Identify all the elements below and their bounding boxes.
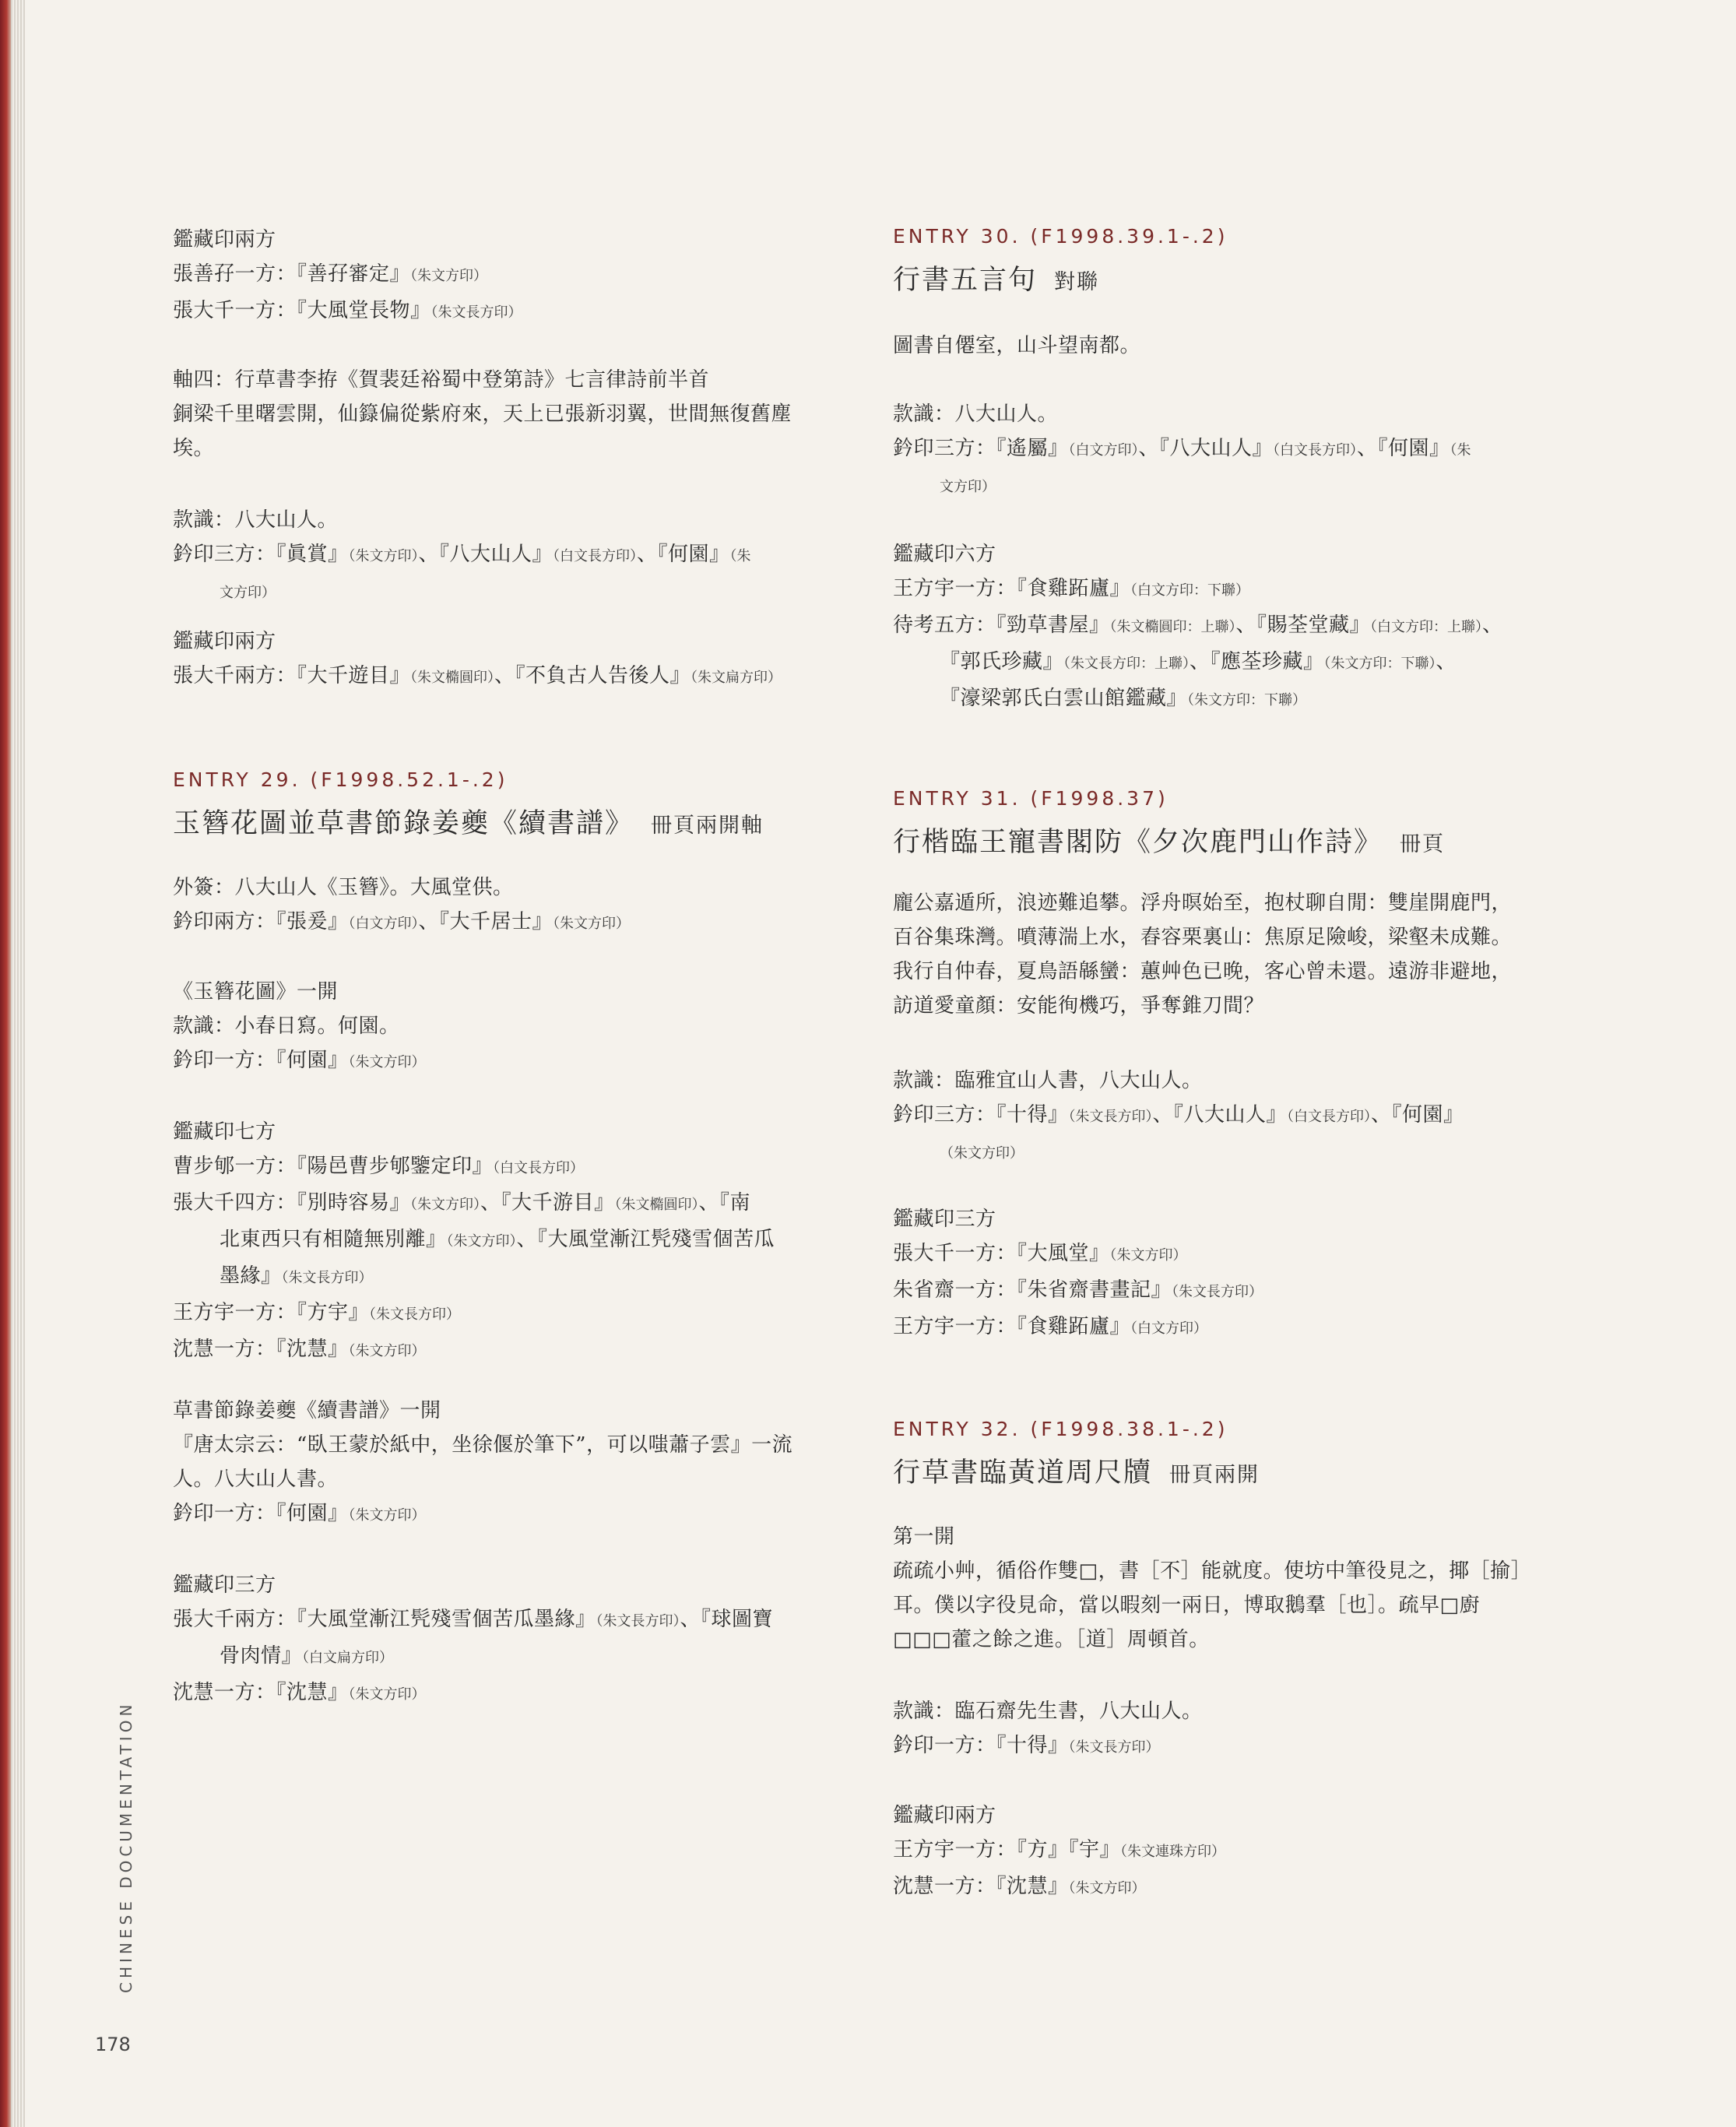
leaf-heading: 《玉簪花圖》一開 (173, 980, 339, 1004)
text-line: □□□藿之餘之進。［道］周頓首。 (893, 1628, 1210, 1651)
seal-line: 墨緣』（朱文長方印） (220, 1264, 373, 1288)
seal-line: 鈐印三方：『眞賞』（朱文方印）、『八大山人』（白文長方印）、『何園』（朱 (173, 543, 751, 566)
seal-line: 張大千兩方：『大千遊目』（朱文橢圓印）、『不負古人告後人』（朱文扁方印） (173, 664, 782, 687)
seal-line: 骨肉情』（白文扁方印） (220, 1644, 394, 1668)
entry-title: 行書五言句 對聯 (893, 265, 1100, 296)
seal-line: 鈐印一方：『十得』（朱文長方印） (893, 1734, 1160, 1757)
seal-list-collectors (893, 537, 1594, 718)
section-side-label: CHINESE DOCUMENTATION (117, 1700, 135, 1993)
seal-list-collectors-1 (173, 223, 873, 330)
inscription-line: 款識：臨雅宜山人書，八大山人。 (893, 1069, 1203, 1092)
entry-format: 冊頁 (1400, 832, 1446, 856)
page-number: 178 (95, 2034, 131, 2055)
seal-line: 張大千四方：『別時容易』（朱文方印）、『大千游目』（朱文橢圓印）、『南 (173, 1191, 751, 1215)
section-heading: 鑑藏印三方 (893, 1208, 996, 1231)
leaf-heading: 第一開 (893, 1525, 955, 1549)
inscription-seals (173, 503, 873, 610)
seal-line: 王方宇一方：『食雞跖廬』（白文方印：下聯） (893, 577, 1250, 600)
seal-list-collectors-4 (173, 1568, 873, 1712)
seal-line: 張大千一方：『大風堂』（朱文方印） (893, 1242, 1187, 1265)
text-line: 疏疏小艸，循俗作雙□，書［不］能就度。使坊中筆役見之，揶［揄］ (893, 1559, 1532, 1583)
text-line: 人。八大山人書。 (173, 1468, 339, 1491)
seal-line: 待考五方：『勁草書屋』（朱文橢圓印：上聯）、『賜荃堂藏』（白文方印：上聯）、 (893, 613, 1503, 637)
seal-line: 沈慧一方：『沈慧』（朱文方印） (893, 1875, 1146, 1898)
poem-text (893, 886, 1594, 1023)
entry-title: 行楷臨王寵書閣防《夕次鹿門山作詩》 冊頁 (893, 827, 1446, 858)
poem-line: 埃。 (173, 437, 215, 460)
section-heading: 鑑藏印兩方 (893, 1804, 996, 1827)
label-line: 外簽：八大山人《玉簪》。大風堂供。 (173, 876, 514, 899)
section-heading: 鑑藏印三方 (173, 1573, 276, 1597)
page-edge-leaves (11, 0, 25, 2127)
seal-line: 鈐印兩方：『張爰』（白文方印）、『大千居士』（朱文方印） (173, 910, 631, 933)
entry-32-header (893, 1414, 1594, 1497)
section-heading: 鑑藏印七方 (173, 1120, 276, 1144)
seal-line: 曹步郇一方：『陽邑曹步郇鑒定印』（白文長方印） (173, 1155, 585, 1178)
seal-line: 王方宇一方：『方』『宇』（朱文連珠方印） (893, 1838, 1226, 1862)
seal-line: 鈐印一方：『何園』（朱文方印） (173, 1049, 426, 1072)
seal-line: 鈐印三方：『十得』（朱文長方印）、『八大山人』（白文長方印）、『何園』 (893, 1103, 1464, 1127)
couplet-text (893, 329, 1594, 363)
seal-line: （朱文方印） (940, 1145, 1024, 1162)
section-heading: 鑑藏印兩方 (173, 630, 276, 653)
entry-29-header (173, 765, 873, 848)
poem-line: 百谷集珠灣。噴薄湍上水，舂容栗裏山：焦原足險峻，梁壑未成難。 (893, 926, 1513, 949)
poem-line: 龐公嘉遁所，浪迹難追攀。浮舟暝始至，抱杖聊自閒：雙崖開鹿門， (893, 891, 1513, 915)
seal-list-collectors-2 (173, 624, 873, 695)
poem-line: 我行自仲春，夏鳥語緜蠻：蕙艸色已晚，客心曾未還。遠游非避地， (893, 960, 1513, 983)
entry-number: ENTRY 29. (F1998.52.1-.2) (173, 768, 508, 791)
scroll-four-text (173, 363, 873, 466)
text-line: 圖書自僊室，山斗望南都。 (893, 334, 1141, 357)
seal-line: 王方宇一方：『方宇』（朱文長方印） (173, 1301, 461, 1324)
entry-format: 冊頁兩開軸 (651, 814, 764, 838)
entry-number: ENTRY 30. (F1998.39.1-.2) (893, 225, 1228, 248)
entry-format: 對聯 (1054, 270, 1100, 294)
entry-30-header (893, 221, 1594, 304)
seal-line: 沈慧一方：『沈慧』（朱文方印） (173, 1681, 426, 1704)
scroll-heading: 軸四：行草書李拵《賀裴廷裕蜀中登第詩》七言律詩前半首 (173, 368, 710, 392)
calligraphy-leaf (173, 1394, 873, 1533)
entry-31-header (893, 783, 1594, 867)
text-line: 『唐太宗云：“臥王蒙於紙中，坐徐偃於筆下”，可以嗤蕭子雲』一流 (173, 1433, 793, 1457)
seal-line: 朱省齋一方：『朱省齋書畫記』（朱文長方印） (893, 1278, 1263, 1302)
seal-list-collectors (893, 1202, 1594, 1346)
entry-title: 玉簪花圖並草書節錄姜夔《續書譜》 冊頁兩開軸 (173, 808, 764, 839)
letter-text (893, 1520, 1594, 1657)
seal-line: 『濠梁郭氏白雲山館鑑藏』（朱文方印：下聯） (940, 687, 1307, 710)
entry-number: ENTRY 32. (F1998.38.1-.2) (893, 1418, 1228, 1440)
poem-line: 銅梁千里曙雲開，仙籙偏從紫府來，天上已張新羽翼，世間無復舊塵 (173, 403, 792, 426)
inscription-line: 款識：八大山人。 (893, 403, 1059, 426)
entry-format: 冊頁兩開 (1169, 1463, 1260, 1487)
seal-line: 文方印） (940, 479, 996, 495)
seal-line: 鈐印三方：『遙屬』（白文方印）、『八大山人』（白文長方印）、『何園』（朱 (893, 437, 1471, 460)
text-line: 耳。僕以字役見命，當以暇刻一兩日，博取鵝羣［也］。疏早□廚 (893, 1594, 1481, 1617)
seal-line: 沈慧一方：『沈慧』（朱文方印） (173, 1338, 426, 1361)
seal-line: 張大千一方：『大風堂長物』（朱文長方印） (173, 299, 522, 322)
poem-line: 訪道愛童顏：安能徇機巧，爭奪錐刀間？ (893, 994, 1265, 1018)
inscription-seals (893, 1064, 1594, 1171)
seal-list-collectors (893, 1798, 1594, 1906)
seal-line: 鈐印一方：『何園』（朱文方印） (173, 1502, 426, 1525)
inscription-seals (893, 397, 1594, 505)
leaf-heading: 草書節錄姜夔《續書譜》一開 (173, 1399, 441, 1422)
seal-line: 張善孖一方：『善孖審定』（朱文方印） (173, 262, 488, 286)
entry-number: ENTRY 31. (F1998.37) (893, 787, 1168, 810)
seal-line: 『郭氏珍藏』（朱文長方印：上聯）、『應荃珍藏』（朱文方印：下聯）、 (940, 650, 1457, 673)
inscription-line: 款識：八大山人。 (173, 508, 339, 532)
inscription-line: 款識：臨石齋先生書，八大山人。 (893, 1700, 1203, 1723)
entry-title: 行草書臨黃道周尺牘 冊頁兩開 (893, 1457, 1260, 1489)
section-heading: 鑑藏印六方 (893, 543, 996, 566)
outer-label-seals (173, 870, 873, 941)
inscription-line: 款識：小春日寫。何園。 (173, 1014, 400, 1038)
section-heading: 鑑藏印兩方 (173, 228, 276, 251)
seal-line: 張大千兩方：『大風堂漸江髠殘雪個苦瓜墨緣』（朱文長方印）、『球圖寶 (173, 1608, 774, 1631)
page-edge-binding (0, 0, 11, 2127)
jade-hairpin-leaf (173, 975, 873, 1080)
seal-line: 文方印） (220, 585, 276, 601)
seal-line: 王方宇一方：『食雞跖廬』（白文方印） (893, 1315, 1208, 1338)
inscription-seals (893, 1694, 1594, 1765)
seal-line: 北東西只有相隨無別離』（朱文方印）、『大風堂漸江髠殘雪個苦瓜 (220, 1228, 775, 1251)
seal-list-collectors-3 (173, 1115, 873, 1369)
